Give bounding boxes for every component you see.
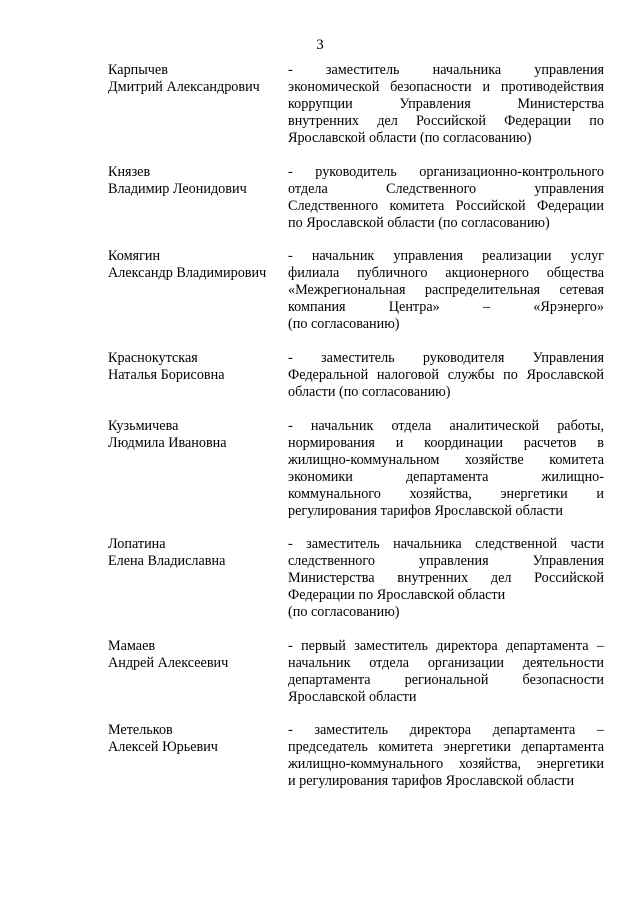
position-line: филиала публичного акционерного общества: [288, 265, 604, 281]
position-line: - заместитель директора департамента –: [288, 722, 604, 738]
position-line: нормирования и координации расчетов в: [288, 435, 604, 451]
page-number: 3: [316, 37, 324, 53]
member-name: [108, 418, 286, 452]
member-surname: Лопатина: [108, 536, 166, 552]
position-line: - первый заместитель директора департамента –: [288, 638, 604, 654]
member-surname: Метельков: [108, 722, 173, 738]
member-given-names: Дмитрий Александрович: [108, 79, 260, 95]
member-surname: Комягин: [108, 248, 161, 264]
position-line: коммунального хозяйства, энергетики и: [288, 486, 604, 502]
member-given-names: Людмила Ивановна: [108, 435, 227, 451]
member-given-names: Наталья Борисовна: [108, 367, 225, 383]
member-given-names: Владимир Леонидович: [108, 181, 247, 197]
position-line: департамента региональной безопасности: [288, 672, 604, 688]
position-line: начальник отдела организации деятельности: [288, 655, 604, 671]
member-surname: Князев: [108, 164, 151, 180]
member-position: [288, 722, 604, 790]
position-line: - заместитель начальника следственной части: [288, 536, 604, 552]
position-line: жилищно-коммунальном хозяйстве комитета: [288, 452, 604, 468]
member-name: [108, 164, 286, 198]
member-name: [108, 536, 286, 570]
member-name: [108, 722, 286, 756]
position-line: - заместитель начальника управления: [288, 62, 604, 78]
member-position: [288, 62, 604, 147]
member-position: [288, 350, 604, 401]
member-position: [288, 164, 604, 232]
member-position: [288, 638, 604, 706]
position-line: Ярославской области: [288, 689, 417, 705]
member-position: [288, 248, 604, 333]
position-line: Следственного комитета Российской Федерации: [288, 198, 604, 214]
member-given-names: Алексей Юрьевич: [108, 739, 218, 755]
position-line: и регулирования тарифов Ярославской области: [288, 773, 575, 789]
position-line: экономической безопасности и противодействия: [288, 79, 604, 95]
member-name: [108, 248, 286, 282]
position-line: председатель комитета энергетики департамента: [288, 739, 604, 755]
member-position: [288, 418, 604, 520]
position-line: - руководитель организационно-контрольного: [288, 164, 604, 180]
member-surname: Мамаев: [108, 638, 156, 654]
member-name: [108, 350, 286, 384]
position-line: «Межрегиональная распределительная сетевая: [288, 282, 604, 298]
position-line: внутренних дел Российской Федерации по: [288, 113, 604, 129]
member-name: [108, 638, 286, 672]
member-position: [288, 536, 604, 621]
member-surname: Кузьмичева: [108, 418, 179, 434]
position-line: - заместитель руководителя Управления: [288, 350, 604, 366]
position-line: (по согласованию): [288, 604, 400, 620]
member-given-names: Андрей Алексеевич: [108, 655, 229, 671]
position-line: экономики департамента жилищно-: [288, 469, 604, 485]
position-line: Федерации по Ярославской области: [288, 587, 506, 603]
member-name: [108, 62, 286, 96]
position-line: области (по согласованию): [288, 384, 451, 400]
position-line: Министерства внутренних дел Российской: [288, 570, 604, 586]
position-line: Ярославской области (по согласованию): [288, 130, 532, 146]
position-line: компания Центра» – «Ярэнерго»: [288, 299, 604, 315]
position-line: - начальник управления реализации услуг: [288, 248, 604, 264]
position-line: жилищно-коммунального хозяйства, энергетики: [288, 756, 604, 772]
position-line: (по согласованию): [288, 316, 400, 332]
position-line: отдела Следственного управления: [288, 181, 604, 197]
member-surname: Карпычев: [108, 62, 168, 78]
member-surname: Краснокутская: [108, 350, 198, 366]
position-line: следственного управления Управления: [288, 553, 604, 569]
position-line: коррупции Управления Министерства: [288, 96, 604, 112]
member-given-names: Елена Владиславна: [108, 553, 226, 569]
position-line: Федеральной налоговой службы по Ярославской: [288, 367, 604, 383]
position-line: регулирования тарифов Ярославской области: [288, 503, 563, 519]
member-given-names: Александр Владимирович: [108, 265, 267, 281]
position-line: по Ярославской области (по согласованию): [288, 215, 550, 231]
position-line: - начальник отдела аналитической работы,: [288, 418, 604, 434]
